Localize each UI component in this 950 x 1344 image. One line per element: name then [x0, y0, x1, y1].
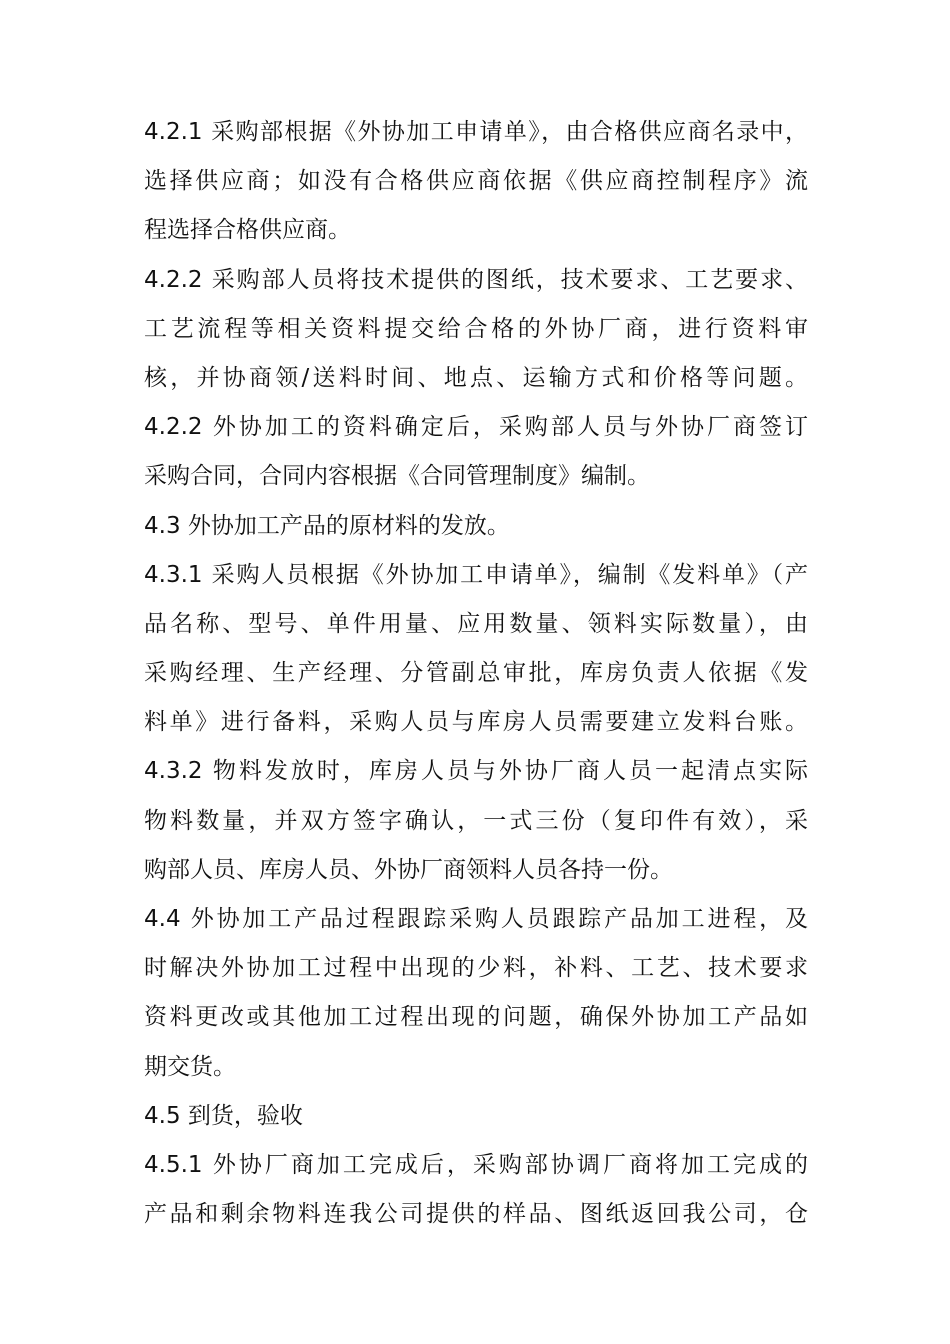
text-line: 选择供应商；如没有合格供应商依据《供应商控制程序》流 — [144, 168, 808, 195]
text-line: 4.2.1 采购部根据《外协加工申请单》，由合格供应商名录中， — [144, 119, 808, 145]
text-line: 工艺流程等相关资料提交给合格的外协厂商，进行资料审 — [144, 315, 808, 342]
document-body — [144, 108, 808, 1239]
text-line: 4.5 到货，验收 — [144, 1102, 303, 1129]
text-line: 资料更改或其他加工过程出现的问题，确保外协加工产品如 — [144, 1004, 808, 1031]
text-line: 采购经理、生产经理、分管副总审批，库房负责人依据《发 — [144, 660, 808, 687]
text-line: 产品和剩余物料连我公司提供的样品、图纸返回我公司，仓 — [144, 1201, 808, 1228]
text-line: 期交货。 — [144, 1053, 236, 1080]
text-line: 料单》进行备料，采购人员与库房人员需要建立发料台账。 — [144, 709, 808, 736]
text-line: 程选择合格供应商。 — [144, 217, 351, 244]
text-line: 4.3.1 采购人员根据《外协加工申请单》，编制《发料单》（产 — [144, 561, 808, 588]
text-line: 时解决外协加工过程中出现的少料，补料、工艺、技术要求 — [144, 955, 808, 982]
text-line: 品名称、型号、单件用量、应用数量、领料实际数量），由 — [144, 610, 808, 637]
text-line: 购部人员、库房人员、外协厂商领料人员各持一份。 — [144, 856, 673, 883]
text-line: 4.3.2 物料发放时，库房人员与外协厂商人员一起清点实际 — [144, 758, 808, 785]
text-line: 物料数量，并双方签字确认，一式三份（复印件有效），采 — [144, 807, 808, 834]
text-line: 4.4 外协加工产品过程跟踪采购人员跟踪产品加工进程，及 — [144, 906, 808, 932]
text-line: 采购合同，合同内容根据《合同管理制度》编制。 — [144, 463, 650, 490]
text-line: 4.2.2 外协加工的资料确定后，采购部人员与外协厂商签订 — [144, 414, 808, 441]
text-line: 4.5.1 外协厂商加工完成后，采购部协调厂商将加工完成的 — [144, 1151, 808, 1178]
text-line: 4.3 外协加工产品的原材料的发放。 — [144, 512, 510, 539]
text-line: 核，并协商领/送料时间、地点、运输方式和价格等问题。 — [144, 364, 808, 391]
text-line: 4.2.2 采购部人员将技术提供的图纸，技术要求、工艺要求、 — [144, 266, 808, 293]
